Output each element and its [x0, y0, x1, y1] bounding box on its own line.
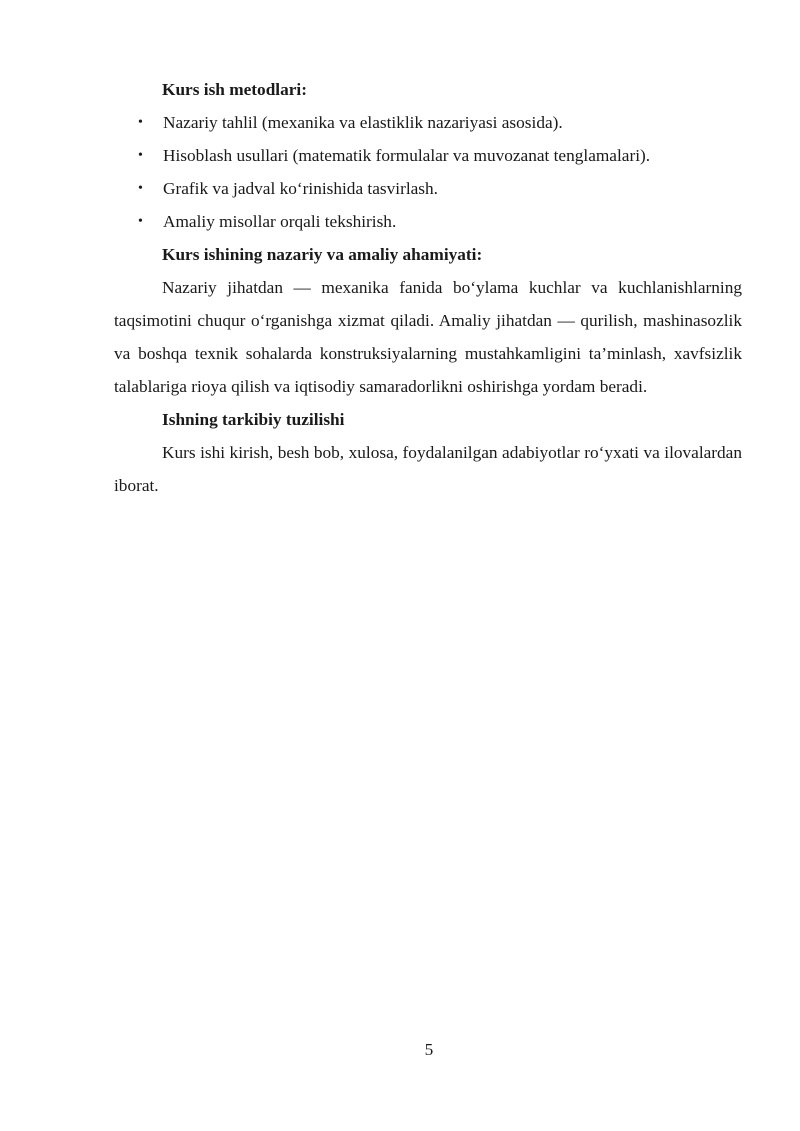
list-item-text: Amaliy misollar orqali tekshirish.: [163, 212, 397, 231]
significance-heading: Kurs ishining nazariy va amaliy ahamiyati:: [162, 245, 483, 264]
page-content: [114, 73, 742, 502]
list-item-text: Nazariy tahlil (mexanika va elastiklik nazariyasi asosida).: [163, 113, 563, 132]
page-number: 5: [424, 1040, 434, 1059]
list-item: [114, 139, 742, 172]
methods-heading: Kurs ish metodlari:: [162, 80, 307, 99]
structure-heading: Ishning tarkibiy tuzilishi: [162, 410, 345, 429]
bullet-icon: •: [138, 181, 143, 196]
significance-paragraph: Nazariy jihatdan — mexanika fanida boʻylama kuchlar va kuchlanishlarning taqsimotini chuqur oʻrganishga xizmat qiladi. Amaliy jihatdan — qurilish, mashinasozlik va boshqa texnik sohalarda konstruksiyalarning mustahkamligini ta’minlash, xavfsizlik talablariga rioya qilish va iqtisodiy samaradorlikni oshirishga yordam beradi.: [114, 278, 742, 396]
list-item-text: Hisoblash usullari (matematik formulalar va muvozanat tenglamalari).: [163, 146, 651, 165]
structure-paragraph: Kurs ishi kirish, besh bob, xulosa, foydalanilgan adabiyotlar roʻyxati va ilovalardan iborat.: [114, 443, 742, 495]
methods-list: [114, 106, 742, 238]
list-item: [114, 205, 742, 238]
bullet-icon: •: [138, 214, 143, 229]
bullet-icon: •: [138, 148, 143, 163]
list-item: [114, 172, 742, 205]
list-item-text: Grafik va jadval koʻrinishida tasvirlash.: [163, 179, 438, 198]
bullet-icon: •: [138, 115, 143, 130]
list-item: [114, 106, 742, 139]
